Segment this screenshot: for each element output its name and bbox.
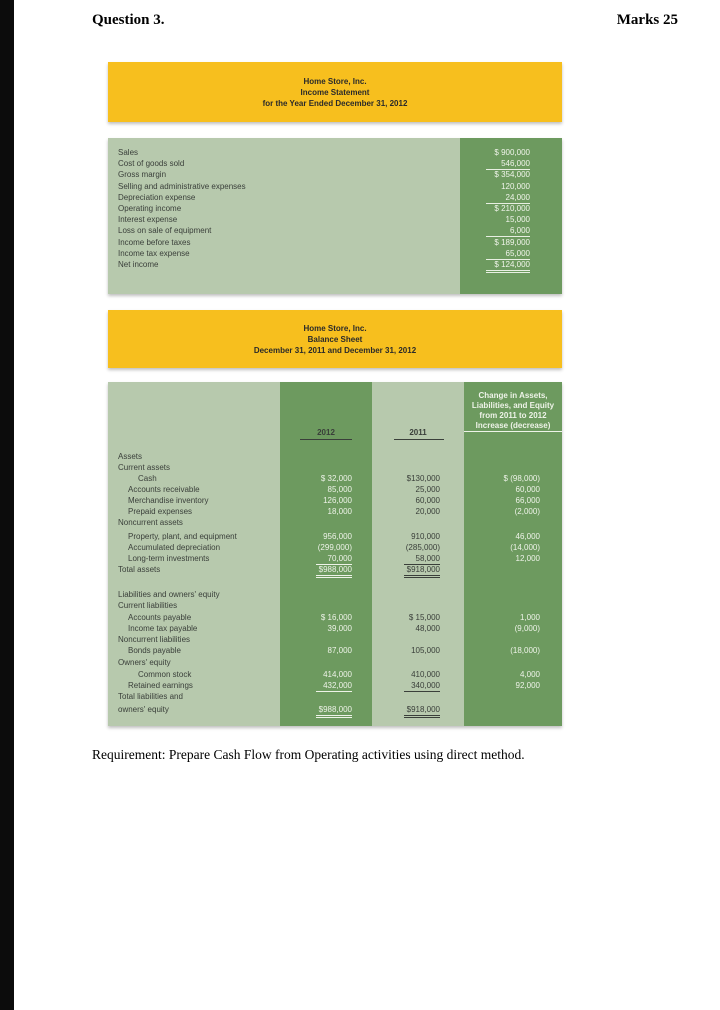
bs-value-y2012: 85,000 <box>327 485 352 494</box>
is-row-value: 120,000 <box>501 181 530 191</box>
bs-value-y2012: 39,000 <box>327 624 352 633</box>
bs-value-y2011: $130,000 <box>406 474 440 483</box>
bs-value-y2011: $918,000 <box>404 705 440 718</box>
bs-value-change: 1,000 <box>519 613 540 622</box>
bs-value-y2011: 60,000 <box>415 496 440 505</box>
bs-row-label: Cash <box>138 474 157 483</box>
is-row-value: $ 124,000 <box>486 260 530 273</box>
is-row-value: 15,000 <box>505 215 530 225</box>
is-row-value: 65,000 <box>486 249 530 260</box>
requirement-text: Requirement: Prepare Cash Flow from Operating activities using direct method. <box>92 747 525 762</box>
is-row-label: Interest expense <box>118 215 178 225</box>
bs-value-y2012: 956,000 <box>323 532 352 541</box>
bs-row-label: Current liabilities <box>118 601 178 610</box>
is-row-value: 546,000 <box>486 159 530 170</box>
bs-row-label: Bonds payable <box>128 646 181 655</box>
bs-value-y2011: 340,000 <box>404 681 440 692</box>
bs-value-y2012: $ 16,000 <box>320 613 352 622</box>
bs-value-y2012: (299,000) <box>317 543 352 552</box>
header-2012-rule <box>300 439 352 440</box>
bs-value-y2011: 410,000 <box>411 670 440 679</box>
statement-period: for the Year Ended December 31, 2012 <box>262 99 408 108</box>
is-row-value: $ 900,000 <box>494 148 530 157</box>
bs-value-change: 66,000 <box>515 496 540 505</box>
header-2011-rule <box>394 439 444 440</box>
bs-value-y2012: 432,000 <box>316 681 352 692</box>
bs-row-label: Current assets <box>118 463 171 472</box>
bs-value-y2011: 48,000 <box>415 624 440 633</box>
balance-sheet-banner <box>108 310 562 368</box>
is-row-label: Selling and administrative expenses <box>118 181 246 191</box>
bs-value-change: (14,000) <box>510 543 540 552</box>
bs-value-change: $ (98,000) <box>503 474 540 483</box>
is-row-value: $ 210,000 <box>494 204 530 213</box>
bs-row-label: Accumulated depreciation <box>128 543 221 552</box>
statement-name: Balance Sheet <box>307 335 363 344</box>
bs-value-change: 46,000 <box>515 532 540 541</box>
bs-value-y2011: $ 15,000 <box>408 613 440 622</box>
statement-name: Income Statement <box>300 88 370 97</box>
bs-value-change: (9,000) <box>514 624 540 633</box>
bs-row-label: Income tax payable <box>128 624 198 633</box>
marks-label: Marks 25 <box>616 12 678 28</box>
is-row-label: Income tax expense <box>118 248 190 258</box>
bs-row-label: owners' equity <box>118 705 169 714</box>
bs-value-y2012: 87,000 <box>327 646 352 655</box>
bs-value-change: 92,000 <box>515 681 540 690</box>
bs-value-change: (18,000) <box>510 646 540 655</box>
bs-row-label: Accounts payable <box>128 613 192 622</box>
bs-value-y2011: 105,000 <box>411 646 440 655</box>
is-row-value: $ 354,000 <box>494 170 530 180</box>
bs-row-label: Property, plant, and equipment <box>128 532 237 541</box>
bs-value-y2011: 20,000 <box>415 507 440 516</box>
is-row-label: Income before taxes <box>118 237 191 247</box>
bs-row-label: Merchandise inventory <box>128 496 209 505</box>
bs-value-y2011: $918,000 <box>404 565 440 578</box>
balance-sheet-table <box>108 382 562 726</box>
bs-value-y2012: $988,000 <box>316 565 352 578</box>
bs-row-label: Owners' equity <box>118 658 171 667</box>
bs-value-change: (2,000) <box>514 507 540 516</box>
bs-row-label: Long-term investments <box>128 554 210 563</box>
bs-row-label: Accounts receivable <box>128 485 200 494</box>
bs-row-label: Noncurrent assets <box>118 518 183 527</box>
bs-row-label: Retained earnings <box>128 681 193 690</box>
bs-value-y2011: 25,000 <box>415 485 440 494</box>
bs-value-y2012: $ 32,000 <box>320 474 352 483</box>
bs-value-y2011: (285,000) <box>405 543 440 552</box>
bs-row-label: Prepaid expenses <box>128 507 193 516</box>
header-2011: 2011 <box>409 428 427 437</box>
bs-value-change: 60,000 <box>515 485 540 494</box>
header-change: Change in Assets, Liabilities, and Equity from 2011 to 2012 Increase (decrease) <box>464 391 562 432</box>
left-dark-edge <box>0 0 14 1010</box>
statement-period: December 31, 2011 and December 31, 2012 <box>253 346 417 355</box>
is-row-value: $ 189,000 <box>494 237 530 247</box>
bs-row-label: Common stock <box>138 670 192 679</box>
bs-row-label: Assets <box>118 452 143 461</box>
question-title: Question 3. <box>92 12 165 28</box>
income-statement-banner <box>108 62 562 122</box>
company-name: Home Store, Inc. <box>303 324 367 333</box>
bs-value-change: 12,000 <box>515 554 540 563</box>
is-row-label: Operating income <box>118 204 182 213</box>
is-row-value: 6,000 <box>486 226 530 237</box>
is-row-value: 24,000 <box>486 193 530 204</box>
bs-value-change: 4,000 <box>519 670 540 679</box>
is-row-label: Depreciation expense <box>118 192 196 202</box>
bs-value-y2012: 18,000 <box>327 507 352 516</box>
bs-value-y2012: 70,000 <box>316 554 352 565</box>
bs-value-y2012: 414,000 <box>323 670 352 679</box>
is-row-label: Net income <box>118 260 159 269</box>
bs-value-y2011: 58,000 <box>404 554 440 565</box>
bs-row-label: Total assets <box>118 565 161 574</box>
bs-value-y2012: 126,000 <box>323 496 352 505</box>
bs-row-label: Total liabilities and <box>118 692 183 701</box>
income-statement-table <box>108 138 562 294</box>
is-row-label: Gross margin <box>118 170 167 180</box>
header-2012: 2012 <box>317 428 335 437</box>
is-row-label: Cost of goods sold <box>118 159 185 169</box>
bs-value-y2011: 910,000 <box>411 532 440 541</box>
company-name: Home Store, Inc. <box>303 77 367 86</box>
bs-row-label: Noncurrent liabilities <box>118 635 191 644</box>
is-row-label: Loss on sale of equipment <box>118 226 212 236</box>
is-row-label: Sales <box>118 148 139 157</box>
bs-value-y2012: $988,000 <box>316 705 352 718</box>
bs-row-label: Liabilities and owners' equity <box>118 590 220 599</box>
